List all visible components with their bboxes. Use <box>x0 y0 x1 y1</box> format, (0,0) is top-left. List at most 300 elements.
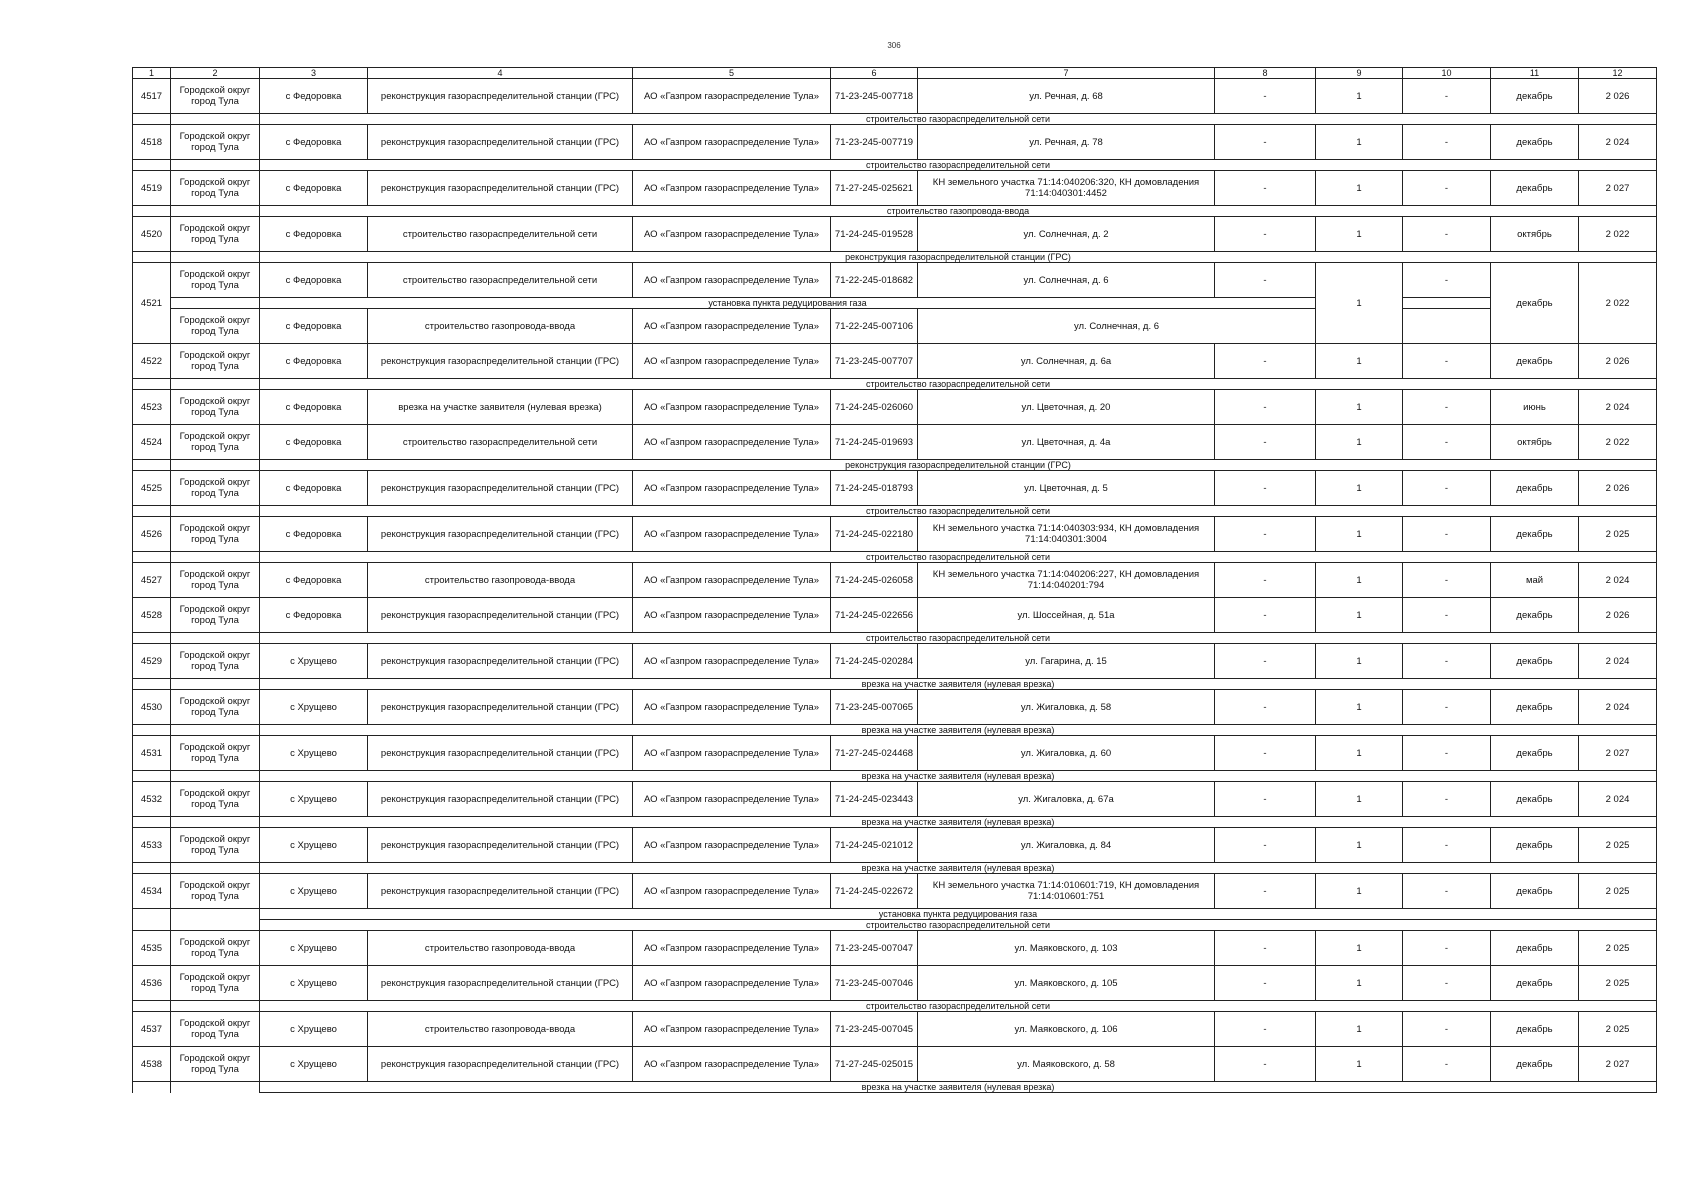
blank-cell <box>171 679 260 690</box>
sub-work-row <box>133 863 1657 874</box>
locality-cell: с Хрущево <box>260 874 368 909</box>
locality-cell: с Хрущево <box>260 690 368 725</box>
district-cell: Городской округ город Тула <box>171 598 260 633</box>
col10-cell: - <box>1403 828 1491 863</box>
district-cell: Городской округ город Тула <box>171 931 260 966</box>
organization-cell: АО «Газпром газораспределение Тула» <box>633 425 831 460</box>
col8-cell: - <box>1215 125 1316 160</box>
organization-cell: АО «Газпром газораспределение Тула» <box>633 309 831 344</box>
work-type-cell: строительство газораспределительной сети <box>368 425 633 460</box>
month-cell: декабрь <box>1491 471 1579 506</box>
table-row <box>133 217 1657 252</box>
blank-cell <box>171 460 260 471</box>
locality-cell: с Федоровка <box>260 263 368 298</box>
table-row <box>133 736 1657 771</box>
blank-cell <box>171 114 260 125</box>
work-type-cell: строительство газопровода-ввода <box>368 931 633 966</box>
work-type-cell: реконструкция газораспределительной станции (ГРС) <box>368 690 633 725</box>
month-cell: декабрь <box>1491 828 1579 863</box>
organization-cell: АО «Газпром газораспределение Тула» <box>633 931 831 966</box>
col8-cell: - <box>1215 931 1316 966</box>
row-number: 4530 <box>133 690 171 725</box>
address-cell: ул. Речная, д. 78 <box>918 125 1215 160</box>
col10-cell: - <box>1403 217 1491 252</box>
sub-work-row <box>133 725 1657 736</box>
year-cell: 2 024 <box>1579 644 1657 679</box>
row-number: 4531 <box>133 736 171 771</box>
organization-cell: АО «Газпром газораспределение Тула» <box>633 644 831 679</box>
work-type-cell: реконструкция газораспределительной станции (ГРС) <box>368 1047 633 1082</box>
sub-work-row <box>133 909 1657 920</box>
col8-cell: - <box>1215 263 1316 298</box>
col8-cell: - <box>1215 79 1316 114</box>
work-type-cell: реконструкция газораспределительной станции (ГРС) <box>368 598 633 633</box>
district-cell: Городской округ город Тула <box>171 874 260 909</box>
table-row <box>133 1047 1657 1082</box>
month-cell: декабрь <box>1491 517 1579 552</box>
district-cell: Городской округ город Тула <box>171 828 260 863</box>
work-type-cell: реконструкция газораспределительной станции (ГРС) <box>368 344 633 379</box>
object-code-cell: 71-24-245-022656 <box>831 598 918 633</box>
year-cell: 2 022 <box>1579 425 1657 460</box>
col9-cell: 1 <box>1316 79 1403 114</box>
col9-cell: 1 <box>1316 390 1403 425</box>
col9-cell: 1 <box>1316 644 1403 679</box>
work-type-cell: строительство газопровода-ввода <box>368 563 633 598</box>
sub-work-row <box>133 252 1657 263</box>
address-cell: ул. Жигаловка, д. 67а <box>918 782 1215 817</box>
blank-cell <box>133 633 171 644</box>
organization-cell: АО «Газпром газораспределение Тула» <box>633 125 831 160</box>
locality-cell: с Федоровка <box>260 217 368 252</box>
district-cell: Городской округ город Тула <box>171 690 260 725</box>
blank-cell <box>133 1001 171 1012</box>
sub-work-text: врезка на участке заявителя (нулевая врезка) <box>260 679 1657 690</box>
table-row <box>133 828 1657 863</box>
blank-cell <box>133 206 171 217</box>
blank-cell <box>171 160 260 171</box>
work-type-cell: реконструкция газораспределительной станции (ГРС) <box>368 125 633 160</box>
object-code-cell: 71-24-245-019528 <box>831 217 918 252</box>
row-number: 4535 <box>133 931 171 966</box>
column-number-cell: 10 <box>1403 68 1491 79</box>
sub-work-row <box>133 460 1657 471</box>
blank-cell <box>171 1082 260 1093</box>
work-type-cell: реконструкция газораспределительной станции (ГРС) <box>368 736 633 771</box>
col10-cell: - <box>1403 125 1491 160</box>
column-number-cell: 7 <box>918 68 1215 79</box>
year-cell: 2 025 <box>1579 966 1657 1001</box>
locality-cell: с Хрущево <box>260 1012 368 1047</box>
object-code-cell: 71-24-245-026058 <box>831 563 918 598</box>
blank-cell <box>1403 298 1491 309</box>
work-type-cell: реконструкция газораспределительной станции (ГРС) <box>368 828 633 863</box>
month-cell: декабрь <box>1491 782 1579 817</box>
table-row <box>133 125 1657 160</box>
month-cell: декабрь <box>1491 874 1579 909</box>
locality-cell: с Федоровка <box>260 79 368 114</box>
table-row <box>133 874 1657 909</box>
address-cell: КН земельного участка 71:14:010601:719, КН домовладения 71:14:010601:751 <box>918 874 1215 909</box>
column-number-cell: 5 <box>633 68 831 79</box>
sub-work-row <box>133 206 1657 217</box>
object-code-cell: 71-23-245-007719 <box>831 125 918 160</box>
address-cell: КН земельного участка 71:14:040206:320, КН домовладения 71:14:040301:4452 <box>918 171 1215 206</box>
district-cell: Городской округ город Тула <box>171 263 260 298</box>
col8-cell: - <box>1215 471 1316 506</box>
work-type-cell: реконструкция газораспределительной станции (ГРС) <box>368 171 633 206</box>
row-number: 4525 <box>133 471 171 506</box>
blank-cell <box>133 920 171 931</box>
table-row <box>133 782 1657 817</box>
col8-cell: - <box>1215 1012 1316 1047</box>
year-cell: 2 022 <box>1579 217 1657 252</box>
blank-cell <box>133 863 171 874</box>
organization-cell: АО «Газпром газораспределение Тула» <box>633 517 831 552</box>
blank-cell <box>171 298 260 309</box>
column-number-cell: 4 <box>368 68 633 79</box>
blank-cell <box>133 506 171 517</box>
blank-cell <box>1403 309 1491 344</box>
table-row <box>133 471 1657 506</box>
col8-cell: - <box>1215 344 1316 379</box>
object-code-cell: 71-23-245-007046 <box>831 966 918 1001</box>
month-cell: декабрь <box>1491 736 1579 771</box>
table-row <box>133 931 1657 966</box>
sub-work-text: реконструкция газораспределительной станции (ГРС) <box>260 252 1657 263</box>
col8-cell: - <box>1215 517 1316 552</box>
blank-cell <box>171 506 260 517</box>
sub-work-text: строительство газопровода-ввода <box>260 206 1657 217</box>
sub-work-row <box>133 1082 1657 1093</box>
year-cell: 2 026 <box>1579 344 1657 379</box>
locality-cell: с Федоровка <box>260 171 368 206</box>
object-code-cell: 71-24-245-020284 <box>831 644 918 679</box>
district-cell: Городской округ город Тула <box>171 344 260 379</box>
work-type-cell: реконструкция газораспределительной станции (ГРС) <box>368 874 633 909</box>
sub-work-text: строительство газораспределительной сети <box>260 379 1657 390</box>
sub-work-row <box>133 771 1657 782</box>
sub-work-text: врезка на участке заявителя (нулевая врезка) <box>260 1082 1657 1093</box>
locality-cell: с Хрущево <box>260 644 368 679</box>
row-number: 4524 <box>133 425 171 460</box>
col8-cell: - <box>1215 736 1316 771</box>
locality-cell: с Федоровка <box>260 425 368 460</box>
col8-cell: - <box>1215 966 1316 1001</box>
object-code-cell: 71-23-245-007045 <box>831 1012 918 1047</box>
col10-cell: - <box>1403 736 1491 771</box>
col9-cell: 1 <box>1316 690 1403 725</box>
col10-cell: - <box>1403 79 1491 114</box>
month-cell: декабрь <box>1491 966 1579 1001</box>
address-cell: ул. Солнечная, д. 6 <box>918 263 1215 298</box>
column-number-cell: 9 <box>1316 68 1403 79</box>
sub-work-row <box>133 552 1657 563</box>
column-number-cell: 1 <box>133 68 171 79</box>
sub-work-row <box>133 114 1657 125</box>
col9-cell: 1 <box>1316 471 1403 506</box>
organization-cell: АО «Газпром газораспределение Тула» <box>633 79 831 114</box>
object-code-cell: 71-24-245-021012 <box>831 828 918 863</box>
column-number-cell: 6 <box>831 68 918 79</box>
table-row <box>133 517 1657 552</box>
row-number: 4523 <box>133 390 171 425</box>
work-type-cell: реконструкция газораспределительной станции (ГРС) <box>368 79 633 114</box>
year-cell: 2 024 <box>1579 390 1657 425</box>
year-cell: 2 022 <box>1579 263 1657 344</box>
col10-cell: - <box>1403 563 1491 598</box>
col9-cell: 1 <box>1316 344 1403 379</box>
table-row <box>133 966 1657 1001</box>
object-code-cell: 71-23-245-007718 <box>831 79 918 114</box>
address-cell: ул. Жигаловка, д. 60 <box>918 736 1215 771</box>
object-code-cell: 71-27-245-024468 <box>831 736 918 771</box>
col8-cell: - <box>1215 217 1316 252</box>
blank-cell <box>171 206 260 217</box>
organization-cell: АО «Газпром газораспределение Тула» <box>633 598 831 633</box>
blank-cell <box>171 552 260 563</box>
blank-cell <box>171 771 260 782</box>
object-code-cell: 71-24-245-022180 <box>831 517 918 552</box>
work-type-cell: реконструкция газораспределительной станции (ГРС) <box>368 644 633 679</box>
column-number-cell: 2 <box>171 68 260 79</box>
col10-cell: - <box>1403 471 1491 506</box>
row-number: 4527 <box>133 563 171 598</box>
address-cell: ул. Маяковского, д. 58 <box>918 1047 1215 1082</box>
object-code-cell: 71-23-245-007047 <box>831 931 918 966</box>
row-number: 4519 <box>133 171 171 206</box>
organization-cell: АО «Газпром газораспределение Тула» <box>633 1047 831 1082</box>
col10-cell: - <box>1403 1047 1491 1082</box>
locality-cell: с Федоровка <box>260 309 368 344</box>
address-cell: ул. Маяковского, д. 105 <box>918 966 1215 1001</box>
table-body <box>133 68 1657 1093</box>
sub-work-text: строительство газораспределительной сети <box>260 506 1657 517</box>
locality-cell: с Федоровка <box>260 563 368 598</box>
row-number: 4529 <box>133 644 171 679</box>
object-code-cell: 71-24-245-018793 <box>831 471 918 506</box>
month-cell: октябрь <box>1491 425 1579 460</box>
col8-cell: - <box>1215 425 1316 460</box>
year-cell: 2 025 <box>1579 828 1657 863</box>
column-number-cell: 12 <box>1579 68 1657 79</box>
col9-cell: 1 <box>1316 598 1403 633</box>
locality-cell: с Хрущево <box>260 931 368 966</box>
locality-cell: с Хрущево <box>260 736 368 771</box>
col10-cell: - <box>1403 782 1491 817</box>
organization-cell: АО «Газпром газораспределение Тула» <box>633 563 831 598</box>
sub-work-text: врезка на участке заявителя (нулевая врезка) <box>260 771 1657 782</box>
locality-cell: с Федоровка <box>260 125 368 160</box>
district-cell: Городской округ город Тула <box>171 390 260 425</box>
object-code-cell: 71-23-245-007707 <box>831 344 918 379</box>
col9-cell: 1 <box>1316 1012 1403 1047</box>
sub-work-row <box>133 379 1657 390</box>
col8-cell: - <box>1215 563 1316 598</box>
sub-work-text: врезка на участке заявителя (нулевая врезка) <box>260 817 1657 828</box>
month-cell: декабрь <box>1491 931 1579 966</box>
col10-cell: - <box>1403 1012 1491 1047</box>
address-cell: ул. Речная, д. 68 <box>918 79 1215 114</box>
work-type-cell: строительство газораспределительной сети <box>368 217 633 252</box>
month-cell: декабрь <box>1491 1047 1579 1082</box>
organization-cell: АО «Газпром газораспределение Тула» <box>633 344 831 379</box>
month-cell: июнь <box>1491 390 1579 425</box>
sub-work-row <box>133 920 1657 931</box>
col8-cell: - <box>1215 690 1316 725</box>
object-code-cell: 71-22-245-007106 <box>831 309 918 344</box>
work-type-cell: врезка на участке заявителя (нулевая врезка) <box>368 390 633 425</box>
row-number: 4520 <box>133 217 171 252</box>
row-number: 4538 <box>133 1047 171 1082</box>
year-cell: 2 026 <box>1579 598 1657 633</box>
blank-cell <box>133 1082 171 1093</box>
organization-cell: АО «Газпром газораспределение Тула» <box>633 263 831 298</box>
work-type-cell: реконструкция газораспределительной станции (ГРС) <box>368 471 633 506</box>
blank-cell <box>171 379 260 390</box>
object-code-cell: 71-27-245-025621 <box>831 171 918 206</box>
blank-cell <box>133 460 171 471</box>
year-cell: 2 027 <box>1579 1047 1657 1082</box>
year-cell: 2 025 <box>1579 1012 1657 1047</box>
col8-cell: - <box>1215 782 1316 817</box>
locality-cell: с Хрущево <box>260 1047 368 1082</box>
sub-work-row <box>133 506 1657 517</box>
district-cell: Городской округ город Тула <box>171 171 260 206</box>
work-type-cell: строительство газопровода-ввода <box>368 1012 633 1047</box>
blank-cell <box>171 725 260 736</box>
address-cell: ул. Солнечная, д. 2 <box>918 217 1215 252</box>
col9-cell: 1 <box>1316 425 1403 460</box>
address-cell: КН земельного участка 71:14:040303:934, КН домовладения 71:14:040301:3004 <box>918 517 1215 552</box>
table-row <box>133 690 1657 725</box>
row-number: 4532 <box>133 782 171 817</box>
blank-cell <box>171 920 260 931</box>
year-cell: 2 024 <box>1579 690 1657 725</box>
organization-cell: АО «Газпром газораспределение Тула» <box>633 1012 831 1047</box>
address-cell: ул. Цветочная, д. 20 <box>918 390 1215 425</box>
locality-cell: с Федоровка <box>260 517 368 552</box>
col10-cell: - <box>1403 644 1491 679</box>
col10-cell: - <box>1403 171 1491 206</box>
month-cell: декабрь <box>1491 171 1579 206</box>
locality-cell: с Федоровка <box>260 344 368 379</box>
year-cell: 2 025 <box>1579 517 1657 552</box>
district-cell: Городской округ город Тула <box>171 471 260 506</box>
table-row <box>133 79 1657 114</box>
blank-cell <box>171 252 260 263</box>
col8-cell: - <box>1215 390 1316 425</box>
col10-cell: - <box>1403 344 1491 379</box>
table-row <box>133 563 1657 598</box>
row-number: 4522 <box>133 344 171 379</box>
object-code-cell: 71-27-245-025015 <box>831 1047 918 1082</box>
col10-cell: - <box>1403 598 1491 633</box>
object-code-cell: 71-24-245-019693 <box>831 425 918 460</box>
row-number: 4518 <box>133 125 171 160</box>
month-cell: декабрь <box>1491 125 1579 160</box>
row-number: 4534 <box>133 874 171 909</box>
blank-cell <box>171 633 260 644</box>
sub-work-text: установка пункта редуцирования газа <box>260 298 1316 309</box>
column-number-cell: 11 <box>1491 68 1579 79</box>
address-cell: ул. Жигаловка, д. 84 <box>918 828 1215 863</box>
district-cell: Городской округ город Тула <box>171 966 260 1001</box>
sub-work-text: строительство газораспределительной сети <box>260 633 1657 644</box>
col10-cell: - <box>1403 690 1491 725</box>
col8-cell: - <box>1215 828 1316 863</box>
month-cell: декабрь <box>1491 1012 1579 1047</box>
work-type-cell: строительство газораспределительной сети <box>368 263 633 298</box>
blank-cell <box>133 725 171 736</box>
table-row <box>133 390 1657 425</box>
address-cell: ул. Цветочная, д. 5 <box>918 471 1215 506</box>
district-cell: Городской округ город Тула <box>171 79 260 114</box>
col10-cell: - <box>1403 874 1491 909</box>
blank-cell <box>133 379 171 390</box>
organization-cell: АО «Газпром газораспределение Тула» <box>633 782 831 817</box>
table-row <box>133 425 1657 460</box>
blank-cell <box>133 909 171 920</box>
col10-cell: - <box>1403 263 1491 298</box>
table-row <box>133 644 1657 679</box>
column-number-cell: 8 <box>1215 68 1316 79</box>
organization-cell: АО «Газпром газораспределение Тула» <box>633 217 831 252</box>
organization-cell: АО «Газпром газораспределение Тула» <box>633 171 831 206</box>
sub-work-text: строительство газораспределительной сети <box>260 1001 1657 1012</box>
district-cell: Городской округ город Тула <box>171 125 260 160</box>
object-code-cell: 71-22-245-018682 <box>831 263 918 298</box>
locality-cell: с Хрущево <box>260 828 368 863</box>
district-cell: Городской округ город Тула <box>171 517 260 552</box>
page-number: 306 <box>887 41 901 50</box>
blank-cell <box>133 552 171 563</box>
address-cell: ул. Маяковского, д. 103 <box>918 931 1215 966</box>
locality-cell: с Федоровка <box>260 598 368 633</box>
header-row <box>133 68 1657 79</box>
year-cell: 2 027 <box>1579 171 1657 206</box>
sub-work-row <box>133 679 1657 690</box>
organization-cell: АО «Газпром газораспределение Тула» <box>633 828 831 863</box>
sub-work-text: врезка на участке заявителя (нулевая врезка) <box>260 725 1657 736</box>
blank-cell <box>171 863 260 874</box>
address-cell: КН земельного участка 71:14:040206:227, КН домовладения 71:14:040201:794 <box>918 563 1215 598</box>
col8-cell: - <box>1215 874 1316 909</box>
col10-cell: - <box>1403 966 1491 1001</box>
col9-cell: 1 <box>1316 217 1403 252</box>
col8-cell: - <box>1215 598 1316 633</box>
sub-work-text: врезка на участке заявителя (нулевая врезка) <box>260 863 1657 874</box>
col10-cell: - <box>1403 425 1491 460</box>
row-number: 4536 <box>133 966 171 1001</box>
organization-cell: АО «Газпром газораспределение Тула» <box>633 471 831 506</box>
col10-cell: - <box>1403 931 1491 966</box>
organization-cell: АО «Газпром газораспределение Тула» <box>633 390 831 425</box>
organization-cell: АО «Газпром газораспределение Тула» <box>633 966 831 1001</box>
col9-cell: 1 <box>1316 931 1403 966</box>
year-cell: 2 024 <box>1579 125 1657 160</box>
blank-cell <box>133 679 171 690</box>
sub-work-row <box>133 160 1657 171</box>
row-number: 4533 <box>133 828 171 863</box>
year-cell: 2 024 <box>1579 563 1657 598</box>
row-number: 4526 <box>133 517 171 552</box>
address-cell: ул. Гагарина, д. 15 <box>918 644 1215 679</box>
row-number: 4537 <box>133 1012 171 1047</box>
address-cell: ул. Шоссейная, д. 51а <box>918 598 1215 633</box>
sub-work-row <box>133 817 1657 828</box>
year-cell: 2 026 <box>1579 79 1657 114</box>
